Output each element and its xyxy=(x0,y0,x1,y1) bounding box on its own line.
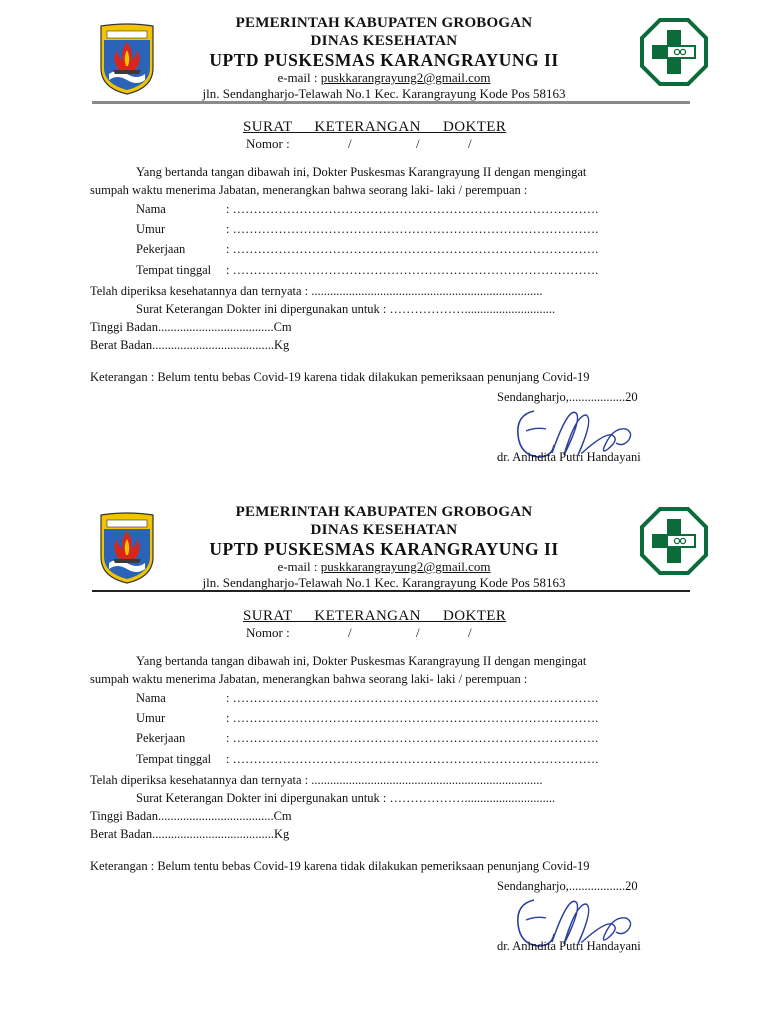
email-link[interactable]: puskkarangrayung2@gmail.com xyxy=(320,70,491,85)
certificate-form-2 xyxy=(0,489,768,979)
header-department-name: DINAS KESEHATAN xyxy=(310,33,458,49)
document-number xyxy=(246,625,472,641)
nomor-label: Nomor : xyxy=(246,136,290,151)
intro-line-2: sumpah waktu menerima Jabatan, menerangkan bahwa seorang laki- laki / perempuan : xyxy=(90,672,528,686)
field-value-nama[interactable]: : ……………………………………………………………………………. xyxy=(226,691,599,705)
header-email-line xyxy=(0,559,768,575)
intro-line-1: Yang bertanda tangan dibawah ini, Dokter Puskesmas Karangrayung II dengan mengingat xyxy=(136,654,587,668)
header-clinic-name: UPTD PUSKESMAS KARANGRAYUNG II xyxy=(209,50,559,70)
header-email-line xyxy=(0,70,768,86)
doctor-name: dr. Anindita Putri Handayani xyxy=(497,939,641,953)
header-address: jln. Sendangharjo-Telawah No.1 Kec. Karangrayung Kode Pos 58163 xyxy=(202,575,566,590)
intro-line-2: sumpah waktu menerima Jabatan, menerangkan bahwa seorang laki- laki / perempuan : xyxy=(90,183,528,197)
nomor-slash-3: / xyxy=(468,136,472,151)
field-value-tempat-tinggal[interactable]: : ……………………………………………………………………………. xyxy=(226,752,599,766)
nomor-slash-2: / xyxy=(416,136,420,151)
field-value-umur[interactable]: : ……………………………………………………………………………. xyxy=(226,222,599,236)
weight-line[interactable]: Berat Badan.......................................Kg xyxy=(90,827,290,841)
header-address: jln. Sendangharjo-Telawah No.1 Kec. Karangrayung Kode Pos 58163 xyxy=(202,86,566,101)
intro-line-1: Yang bertanda tangan dibawah ini, Dokter Puskesmas Karangrayung II dengan mengingat xyxy=(136,165,587,179)
field-value-umur[interactable]: : ……………………………………………………………………………. xyxy=(226,711,599,725)
field-value-nama[interactable]: : ……………………………………………………………………………. xyxy=(226,202,599,216)
covid-note: Keterangan : Belum tentu bebas Covid-19 karena tidak dilakukan pemeriksaan penunjang Covid-19 xyxy=(90,859,590,873)
nomor-slash-1: / xyxy=(348,136,352,151)
header-divider xyxy=(92,101,690,104)
field-label-umur: Umur xyxy=(136,222,166,236)
field-value-pekerjaan[interactable]: : ……………………………………………………………………………. xyxy=(226,731,599,745)
field-label-tempat-tinggal: Tempat tinggal xyxy=(136,263,212,277)
nomor-label: Nomor : xyxy=(246,625,290,640)
doctor-name: dr. Anindita Putri Handayani xyxy=(497,450,641,464)
nomor-slash-1: / xyxy=(348,625,352,640)
field-value-pekerjaan[interactable]: : ……………………………………………………………………………. xyxy=(226,242,599,256)
height-line[interactable]: Tinggi Badan.....................................Cm xyxy=(90,320,292,334)
purpose-line[interactable]: Surat Keterangan Dokter ini dipergunakan untuk : ………………............................. xyxy=(136,302,556,316)
certificate-form-1 xyxy=(0,0,768,490)
email-prefix: e-mail : xyxy=(277,559,321,574)
email-link[interactable]: puskkarangrayung2@gmail.com xyxy=(320,559,491,574)
field-label-tempat-tinggal: Tempat tinggal xyxy=(136,752,212,766)
document-title: SURAT KETERANGAN DOKTER xyxy=(243,608,507,624)
place-date-line[interactable]: Sendangharjo,..................20 xyxy=(497,879,638,893)
header-divider xyxy=(92,590,690,592)
covid-note: Keterangan : Belum tentu bebas Covid-19 karena tidak dilakukan pemeriksaan penunjang Covid-19 xyxy=(90,370,590,384)
height-line[interactable]: Tinggi Badan.....................................Cm xyxy=(90,809,292,823)
nomor-slash-3: / xyxy=(468,625,472,640)
examination-result-line[interactable]: Telah diperiksa kesehatannya dan ternyata : .......................................................................... xyxy=(90,773,543,787)
header-government-name: PEMERINTAH KABUPATEN GROBOGAN xyxy=(235,504,533,520)
email-prefix: e-mail : xyxy=(277,70,321,85)
weight-line[interactable]: Berat Badan.......................................Kg xyxy=(90,338,290,352)
header-government-name: PEMERINTAH KABUPATEN GROBOGAN xyxy=(235,15,533,31)
purpose-line[interactable]: Surat Keterangan Dokter ini dipergunakan untuk : ………………............................. xyxy=(136,791,556,805)
field-label-pekerjaan: Pekerjaan xyxy=(136,242,186,256)
nomor-slash-2: / xyxy=(416,625,420,640)
field-label-pekerjaan: Pekerjaan xyxy=(136,731,186,745)
field-label-nama: Nama xyxy=(136,202,166,216)
field-label-nama: Nama xyxy=(136,691,166,705)
document-title: SURAT KETERANGAN DOKTER xyxy=(243,119,507,135)
examination-result-line[interactable]: Telah diperiksa kesehatannya dan ternyata : .......................................................................... xyxy=(90,284,543,298)
field-label-umur: Umur xyxy=(136,711,166,725)
document-number xyxy=(246,136,472,152)
header-clinic-name: UPTD PUSKESMAS KARANGRAYUNG II xyxy=(209,539,559,559)
header-department-name: DINAS KESEHATAN xyxy=(310,522,458,538)
place-date-line[interactable]: Sendangharjo,..................20 xyxy=(497,390,638,404)
field-value-tempat-tinggal[interactable]: : ……………………………………………………………………………. xyxy=(226,263,599,277)
